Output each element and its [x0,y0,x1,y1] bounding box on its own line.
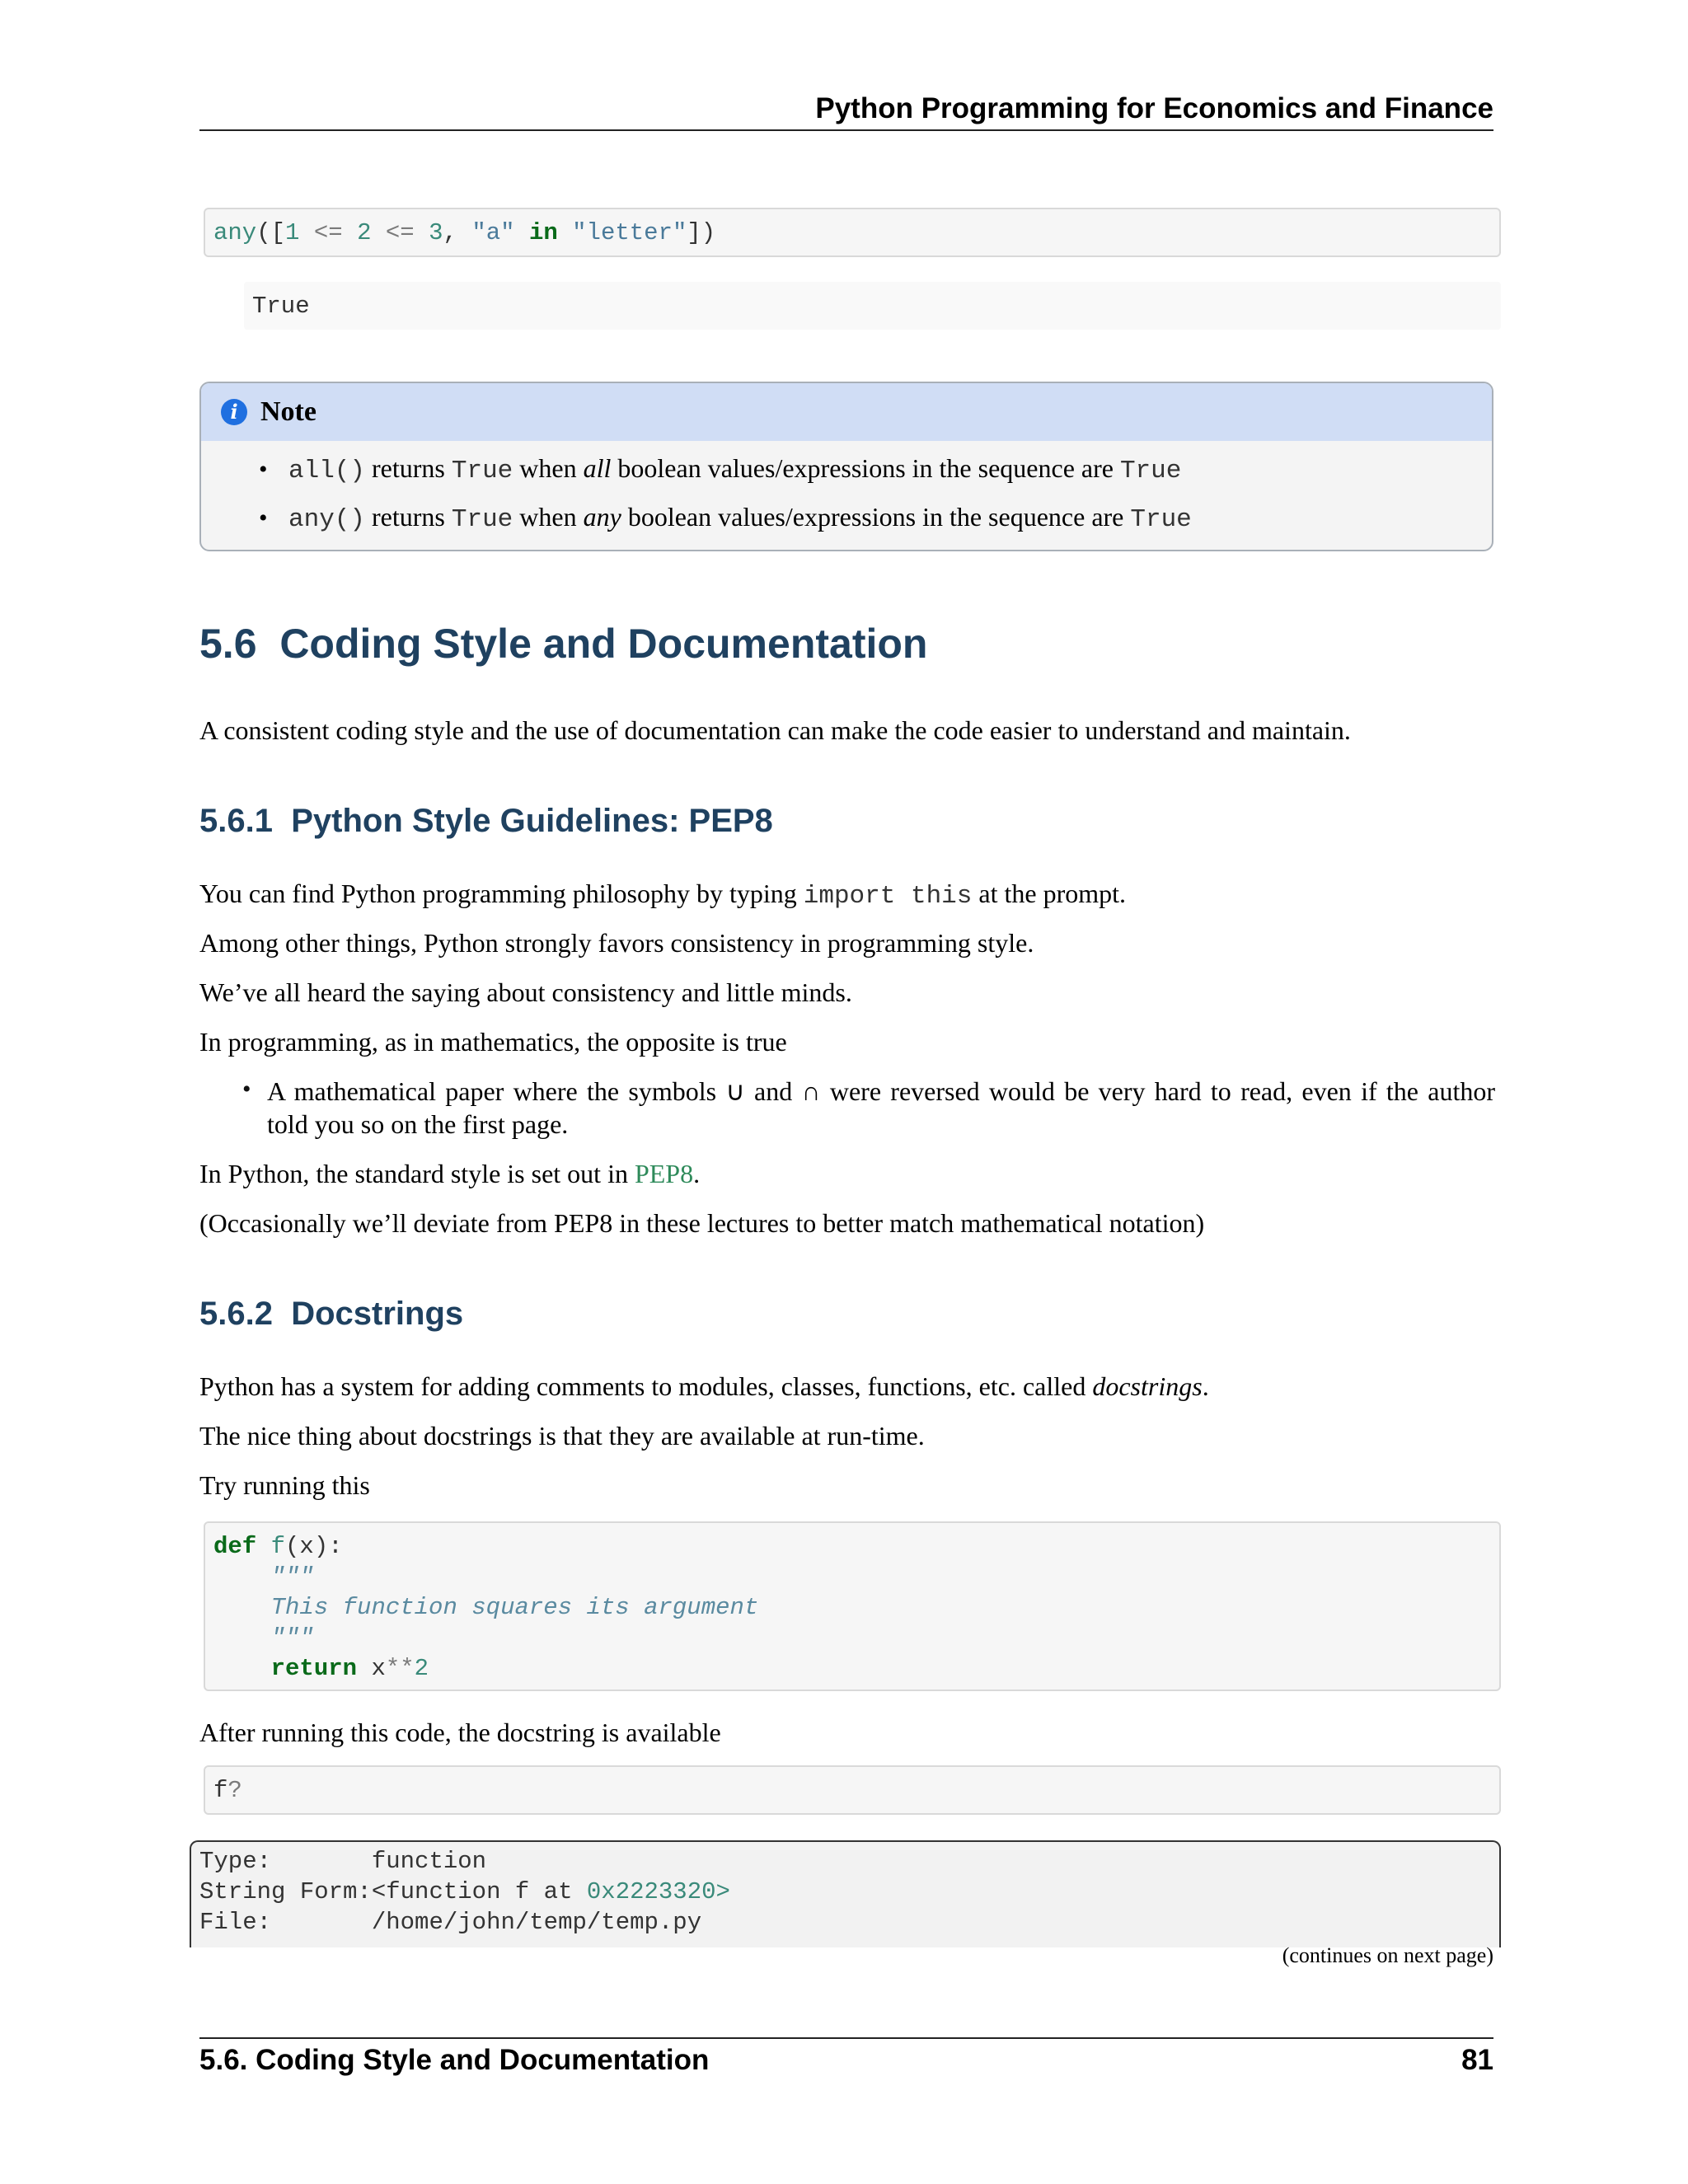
note-item: any() returns True when any boolean values/expressions in the sequence are True [288,502,1192,534]
note-header [201,383,1492,441]
code-cell-docstring[interactable]: def f(x): """ This function squares its argument """ return x**2 [204,1521,1501,1691]
code-token: "a" [471,219,515,246]
code-cell-help[interactable]: f? [204,1765,1501,1815]
paragraph: After running this code, the docstring is available [199,1718,721,1747]
subsection-heading: 5.6.2 Docstrings [199,1296,464,1332]
code-output-help: Type: function String Form:<function f at 0x2223320> File: /home/john/temp/temp.py [190,1840,1501,1947]
paragraph: In programming, as in mathematics, the opposite is true [199,1027,787,1057]
code-cell-any[interactable] [204,208,1501,257]
code-token: ([ [256,219,286,246]
running-header: Python Programming for Economics and Finance [815,92,1493,124]
code-token: "letter" [572,219,687,246]
code-token: 2 [357,219,372,246]
paragraph: The nice thing about docstrings is that they are available at run-time. [199,1421,925,1451]
header-rule [199,129,1493,131]
page-number: 81 [1461,2044,1493,2076]
info-icon: i [221,399,247,425]
output-text: True [252,293,310,320]
paragraph: We’ve all heard the saying about consistency and little minds. [199,977,852,1007]
code-token: , [443,219,457,246]
code-token: 3 [429,219,443,246]
bullet-text: A mathematical paper where the symbols ∪ and ∩ were reversed would be very hard to read, even if the author [267,1076,1495,1106]
note-admonition [199,382,1493,551]
footer-section: 5.6. Coding Style and Documentation [199,2044,710,2076]
note-item: all() returns True when all boolean values/expressions in the sequence are True [288,453,1182,485]
continues-note: (continues on next page) [1282,1943,1493,1967]
code-output-true [244,282,1501,330]
paragraph: In Python, the standard style is set out in PEP8. [199,1159,701,1188]
paragraph: Python has a system for adding comments to modules, classes, functions, etc. called docstrings. [199,1371,1209,1401]
code-token: <= [385,219,415,246]
footer-rule [199,2037,1493,2039]
bullet-icon: • [259,456,268,483]
bullet-icon: • [242,1076,251,1103]
paragraph: (Occasionally we’ll deviate from PEP8 in these lectures to better match mathematical notation) [199,1208,1205,1238]
bullet-icon: • [259,504,268,532]
code-token: ]) [687,219,716,246]
note-title: Note [260,396,316,427]
paragraph: You can find Python programming philosophy by typing import this at the prompt. [199,879,1127,911]
section-heading: 5.6 Coding Style and Documentation [199,621,928,667]
paragraph: A consistent coding style and the use of documentation can make the code easier to understand and maintain. [199,715,1351,745]
code-token: any [213,219,257,246]
code-token: in [528,219,558,246]
subsection-heading: 5.6.1 Python Style Guidelines: PEP8 [199,803,773,839]
bullet-text: told you so on the first page. [267,1109,569,1139]
paragraph: Try running this [199,1470,370,1500]
code-token: <= [313,219,343,246]
code-token: 1 [285,219,300,246]
pep8-link[interactable]: PEP8 [634,1159,694,1188]
paragraph: Among other things, Python strongly favors consistency in programming style. [199,928,1034,958]
